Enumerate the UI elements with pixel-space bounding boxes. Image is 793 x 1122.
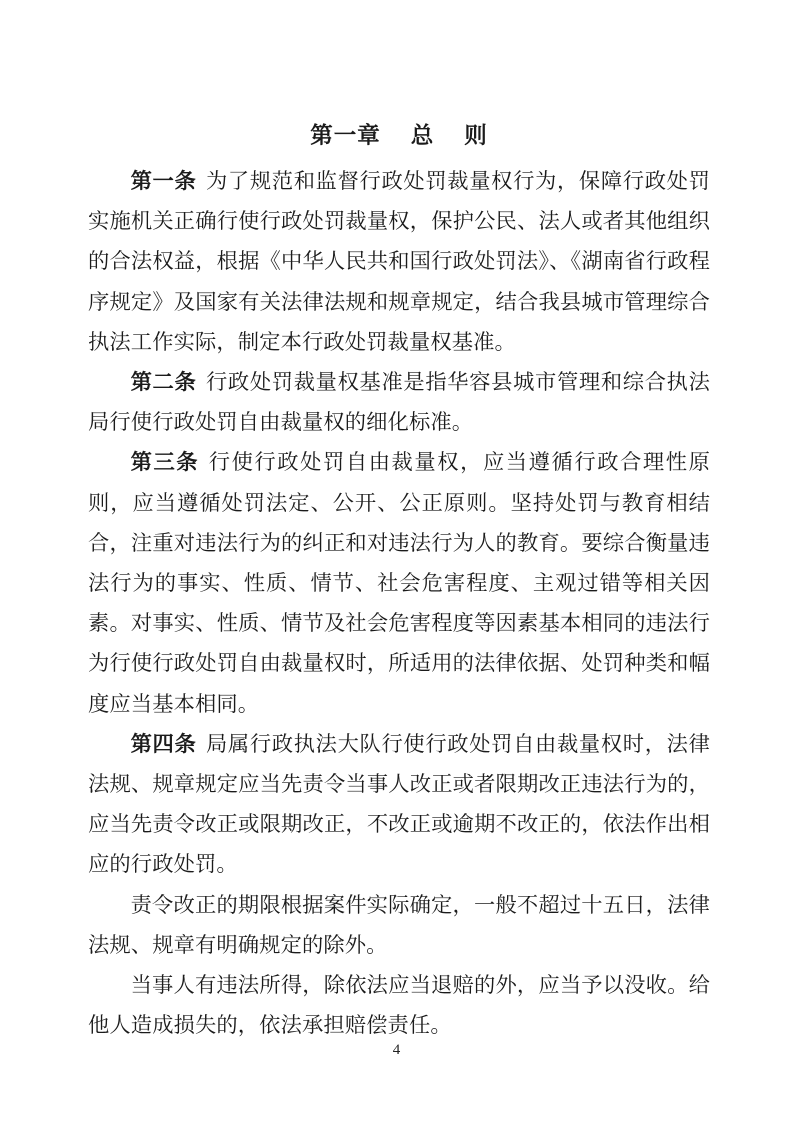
articles <box>88 161 710 1045</box>
article-label: 第一条 <box>130 169 197 193</box>
paragraph <box>88 161 710 362</box>
paragraph-text: 为了规范和监督行政处罚裁量权行为，保障行政处罚实施机关正确行使行政处罚裁量权，保护公民、法人或者其他组织的合法权益，根据《中华人民共和国行政处罚法》、《湖南省行政程序规定》及国家有关法律法规和规章规定，结合我县城市管理综合执法工作实际，制定本行政处罚裁量权基准。 <box>88 169 710 354</box>
paragraph-text: 责令改正的期限根据案件实际确定，一般不超过十五日，法律法规、规章有明确规定的除外。 <box>88 892 710 957</box>
paragraph <box>88 442 710 723</box>
chapter-title <box>88 116 710 156</box>
article-label: 第四条 <box>130 731 197 756</box>
chapter-number: 第一章 <box>310 123 381 148</box>
paragraph <box>88 885 710 965</box>
paragraph <box>88 724 710 885</box>
paragraph-text: 局属行政执法大队行使行政处罚自由裁量权时，法律法规、规章规定应当先责令当事人改正或者限期改正违法行为的，应当先责令改正或限期改正，不改正或逾期不改正的，依法作出相应的行政处罚。 <box>88 731 710 877</box>
paragraph-text: 行使行政处罚自由裁量权，应当遵循行政合理性原则，应当遵循处罚法定、公开、公正原则。坚持处罚与教育相结合，注重对违法行为的纠正和对违法行为人的教育。要综合衡量违法行为的事实、性质、情节、社会危害程度、主观过错等相关因素。对事实、性质、情节及社会危害程度等因素基本相同的违法行为行使行政处罚自由裁量权时，所适用的法律依据、处罚种类和幅度应当基本相同。 <box>88 450 710 716</box>
paragraph-text: 行政处罚裁量权基准是指华容县城市管理和综合执法局行使行政处罚自由裁量权的细化标准。 <box>88 370 710 435</box>
article-label: 第三条 <box>130 450 200 475</box>
page-number: 4 <box>392 1042 401 1058</box>
article-label: 第二条 <box>130 370 197 395</box>
paragraph-text: 当事人有违法所得，除依法应当退赔的外，应当予以没收。给他人造成损失的，依法承担赔偿责任。 <box>88 973 710 1038</box>
chapter-name-part-1: 总 <box>410 123 435 148</box>
paragraph <box>88 965 710 1045</box>
chapter-name-part-2: 则 <box>464 123 488 148</box>
document-content <box>88 116 710 1045</box>
paragraph <box>88 362 710 442</box>
